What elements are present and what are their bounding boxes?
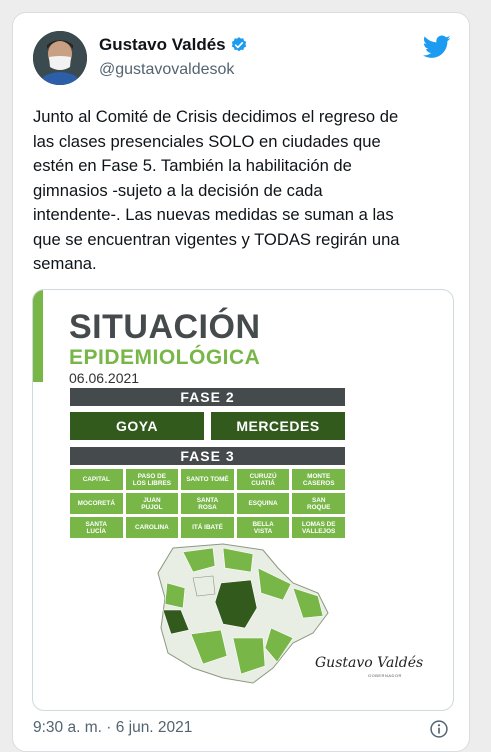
avatar-photo bbox=[33, 31, 87, 85]
fase2-header: FASE 2 bbox=[70, 388, 345, 406]
signature-caption: GOBERNADOR bbox=[368, 673, 402, 678]
fase3-city: PASO DE LOS LIBRES bbox=[126, 469, 179, 490]
fase3-city: MOCORETÁ bbox=[70, 493, 123, 514]
author-name[interactable]: Gustavo Valdés bbox=[99, 35, 226, 54]
tweet-timestamp[interactable]: 9:30 a. m. · 6 jun. 2021 bbox=[33, 719, 193, 736]
fase2-city-goya: GOYA bbox=[70, 412, 204, 440]
fase3-city-grid bbox=[70, 469, 345, 538]
media-title: SITUACIÓN bbox=[69, 308, 261, 346]
avatar[interactable] bbox=[33, 31, 87, 85]
fase2-city-mercedes: MERCEDES bbox=[211, 412, 345, 440]
tweet-media-image[interactable] bbox=[32, 289, 454, 711]
fase3-city: ITÁ IBATÉ bbox=[181, 517, 234, 538]
tweet-text: Junto al Comité de Crisis decidimos el regreso de las clases presenciales SOLO en ciudades que estén en Fase 5. También la habilitación de gimnasios -sujeto a la decisión de cada intendente-. Las nuevas medidas se suman a las que se encuentran vigentes y TODAS regirán una semana. bbox=[33, 107, 400, 273]
corrientes-province-map bbox=[153, 538, 333, 688]
fase3-city: BELLA VISTA bbox=[237, 517, 290, 538]
fase3-city: JUAN PUJOL bbox=[126, 493, 179, 514]
fase3-city: LOMAS DE VALLEJOS bbox=[292, 517, 345, 538]
info-icon[interactable] bbox=[429, 719, 449, 739]
twitter-bird-icon[interactable] bbox=[423, 35, 451, 59]
fase3-city: CAPITAL bbox=[70, 469, 123, 490]
fase3-city: MONTE CASEROS bbox=[292, 469, 345, 490]
fase3-city: SANTA ROSA bbox=[181, 493, 234, 514]
fase3-city: SANTA LUCÍA bbox=[70, 517, 123, 538]
tweet-card[interactable] bbox=[12, 12, 470, 752]
fase3-city: SANTO TOMÉ bbox=[181, 469, 234, 490]
governor-signature: Gustavo Valdés bbox=[315, 655, 424, 671]
fase3-city: CURUZÚ CUATIÁ bbox=[237, 469, 290, 490]
fase3-city: ESQUINA bbox=[237, 493, 290, 514]
author-name-row[interactable] bbox=[99, 35, 248, 55]
fase3-header: FASE 3 bbox=[70, 447, 345, 465]
fase3-city: SAN ROQUE bbox=[292, 493, 345, 514]
fase3-city: CAROLINA bbox=[126, 517, 179, 538]
verified-badge-icon bbox=[230, 36, 248, 54]
accent-bar bbox=[33, 290, 43, 382]
media-subtitle: EPIDEMIOLÓGICA bbox=[69, 346, 261, 369]
media-date: 06.06.2021 bbox=[69, 370, 140, 386]
author-handle[interactable]: @gustavovaldesok bbox=[99, 61, 235, 78]
